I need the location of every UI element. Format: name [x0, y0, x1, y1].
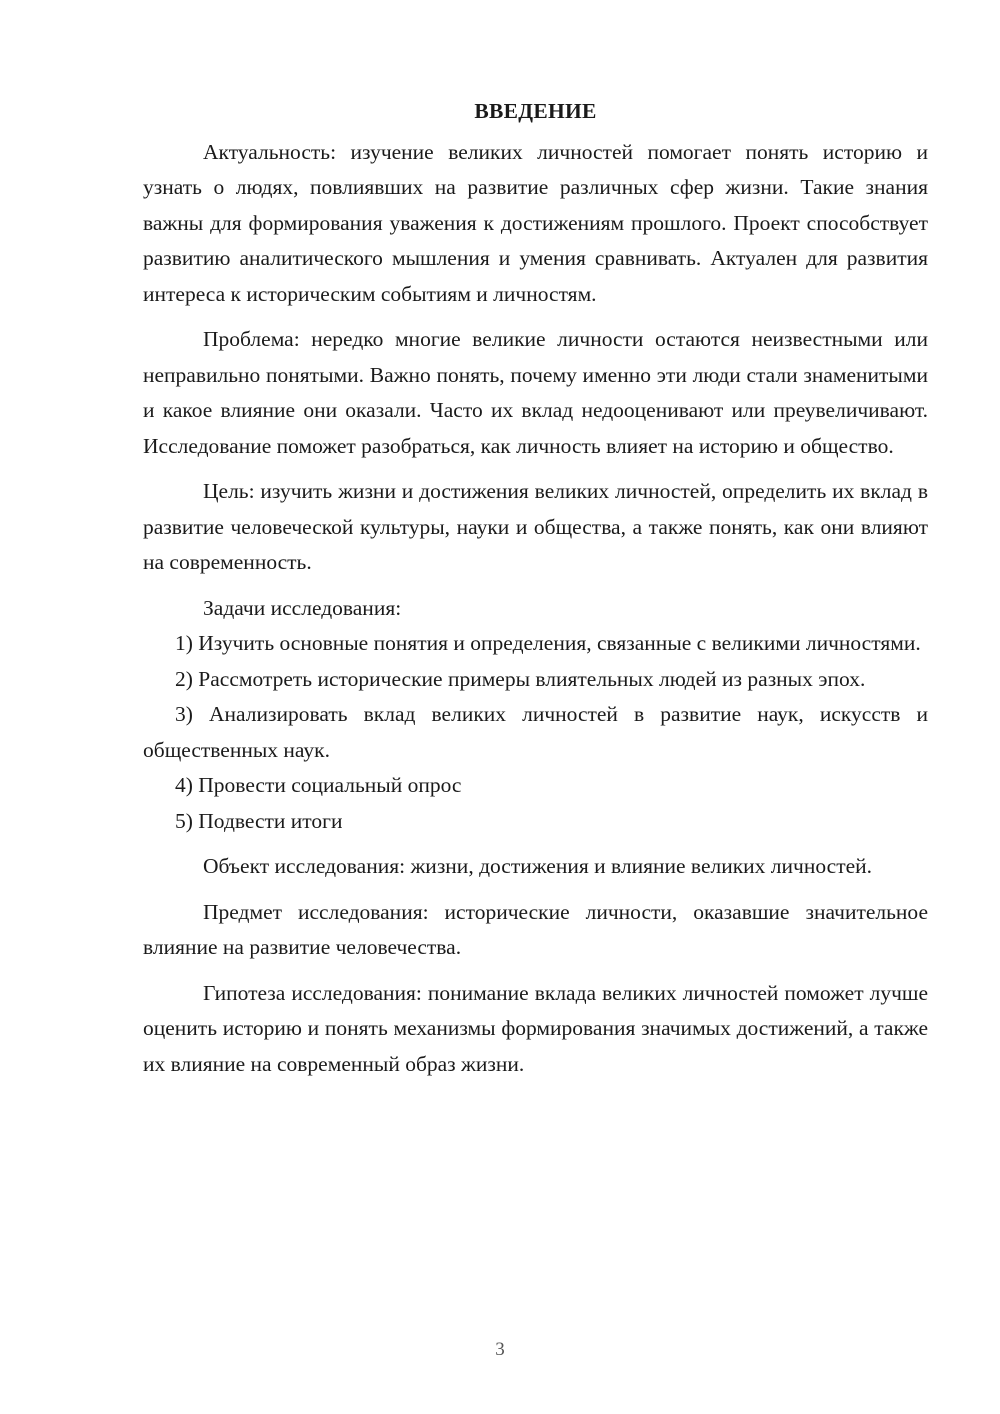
task-item: 2) Рассмотреть исторические примеры влиятельных людей из разных эпох.	[175, 666, 866, 691]
task-item: 1) Изучить основные понятия и определения, связанные с великими личностями.	[175, 631, 921, 655]
relevance-paragraph: Актуальность: изучение великих личностей помогает понять историю и узнать о людях, повлиявших на развитие различных сфер жизни. Такие знания важны для формирования уважения к достижениям прошлого. Проект способствует развитию аналитического мышления и умения сравнивать. Актуален для развития интереса к историческим событиям и личностям.	[143, 139, 928, 306]
subject-paragraph: Предмет исследования: исторические личности, оказавшие значительное влияние на развитие человечества.	[143, 899, 928, 959]
goal-paragraph: Цель: изучить жизни и достижения великих личностей, определить их вклад в развитие человеческой культуры, науки и общества, а также понять, как они влияют на современность.	[143, 479, 928, 574]
object-paragraph: Объект исследования: жизни, достижения и влияние великих личностей.	[203, 854, 873, 878]
tasks-heading: Задачи исследования:	[203, 595, 402, 620]
problem-paragraph: Проблема: нередко многие великие личности остаются неизвестными или неправильно понятыми. Важно понять, почему именно эти люди стали знаменитыми и какое влияние они оказали. Часто их вклад недооценивают или преувеличивают. Исследование поможет разобраться, как личность влияет на историю и общество.	[143, 327, 928, 458]
task-item: 5) Подвести итоги	[175, 808, 343, 833]
page-content	[143, 94, 928, 1082]
hypothesis-paragraph: Гипотеза исследования: понимание вклада великих личностей поможет лучше оценить историю и понять механизмы формирования значимых достижений, а также их влияние на современный образ жизни.	[143, 980, 928, 1076]
task-item: 4) Провести социальный опрос	[175, 773, 462, 797]
section-title: ВВЕДЕНИЕ	[474, 99, 597, 123]
page-number: 3	[495, 1339, 505, 1360]
task-item: 3) Анализировать вклад великих личностей в развитие наук, искусств и общественных наук.	[143, 702, 928, 762]
